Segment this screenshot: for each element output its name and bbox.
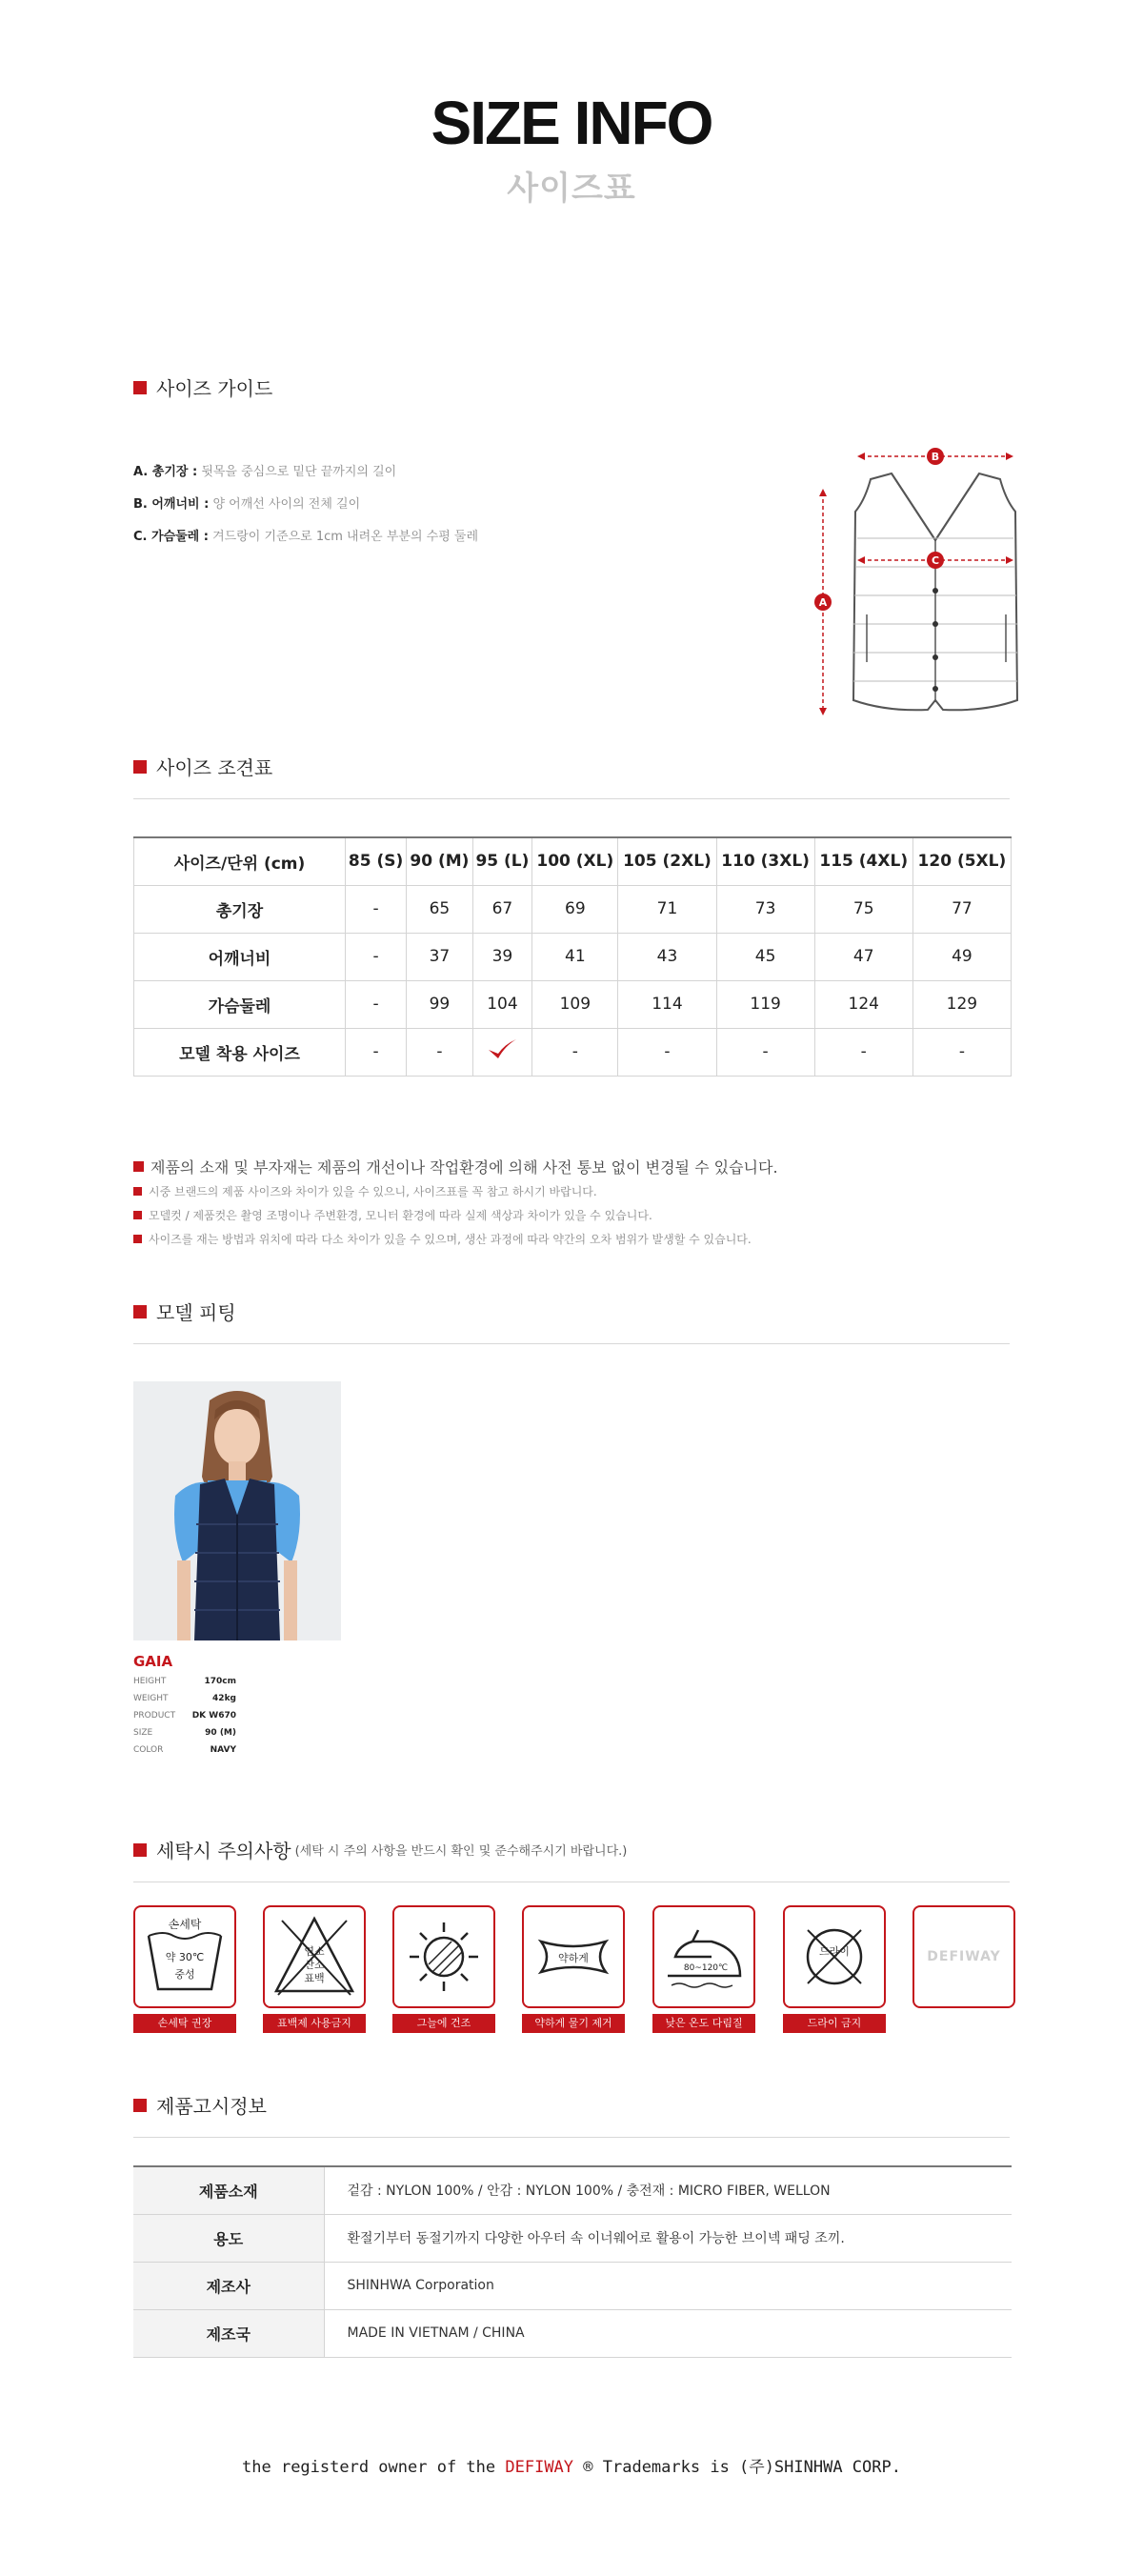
icon-text: 드라이: [819, 1945, 850, 1958]
spec-key: WEIGHT: [133, 1694, 169, 1703]
shade-dry-graphic: [394, 1907, 493, 2006]
table-cell: 119: [716, 980, 814, 1028]
brand-logo-text: DEFIWAY: [927, 1949, 1001, 1964]
spec-value: DK W670: [191, 1711, 236, 1721]
page-title: SIZE INFO: [431, 89, 712, 157]
notice-item: [133, 1179, 778, 1203]
table-cell: -: [532, 1028, 618, 1076]
table-header-cell: 105 (2XL): [618, 837, 716, 885]
table-header-cell: 100 (XL): [532, 837, 618, 885]
table-cell: 45: [716, 933, 814, 980]
model-illustration: [133, 1381, 341, 1640]
table-header-cell: 115 (4XL): [814, 837, 912, 885]
page-subtitle: 사이즈표: [507, 170, 636, 208]
table-row: [133, 2262, 1012, 2309]
table-cell: 49: [912, 933, 1011, 980]
table-cell: 114: [618, 980, 716, 1028]
table-cell: 41: [532, 933, 618, 980]
info-value: MADE IN VIETNAM / CHINA: [324, 2309, 1012, 2357]
spec-key: SIZE: [133, 1728, 153, 1738]
bullet-square: [133, 1161, 144, 1172]
spec-value: 90 (M): [205, 1728, 236, 1738]
guide-desc: 겨드랑이 기준으로 1cm 내려온 부분의 수평 둘레: [212, 530, 479, 544]
table-cell: -: [912, 1028, 1011, 1076]
notice-text: 제품의 소재 및 부자재는 제품의 개선이나 작업환경에 의해 사전 통보 없이 변경될 수 있습니다.: [150, 1157, 778, 1177]
section-title: 제품고시정보: [156, 2095, 267, 2118]
table-header-cell: 110 (3XL): [716, 837, 814, 885]
table-cell: -: [346, 885, 407, 933]
table-cell: -: [346, 933, 407, 980]
diagram-label-c: C: [931, 554, 940, 567]
table-cell: 37: [407, 933, 472, 980]
no-dry-clean-graphic: [785, 1907, 884, 2006]
model-spec-row: [133, 1728, 236, 1738]
model-spec-row: [133, 1694, 236, 1703]
guide-line-b: [133, 493, 360, 512]
section-heading-size: [133, 753, 272, 780]
divider: [133, 1343, 1010, 1344]
hand-wash-icon: [133, 1905, 236, 2008]
notice-item: [133, 1153, 778, 1179]
low-iron-icon: [652, 1905, 755, 2008]
shade-dry-icon: [392, 1905, 495, 2008]
info-label: 제조사: [133, 2262, 324, 2309]
care-label: 드라이 금지: [783, 2014, 886, 2033]
section-note: (세탁 시 주의 사항을 반드시 확인 및 준수해주시기 바랍니다.): [294, 1844, 628, 1859]
brand-logo-box: [912, 1905, 1015, 2008]
table-cell: -: [618, 1028, 716, 1076]
icon-text: 약 30℃: [165, 1951, 205, 1963]
section-title: 모델 피팅: [156, 1301, 236, 1324]
table-cell: 67: [472, 885, 532, 933]
product-info-table: [133, 2165, 1012, 2358]
notice-item: [133, 1203, 778, 1227]
guide-desc: 뒷목을 중심으로 밑단 끝까지의 길이: [201, 465, 397, 479]
row-label: 총기장: [134, 885, 346, 933]
table-cell: -: [716, 1028, 814, 1076]
guide-line-c: [133, 526, 478, 544]
table-cell: 104: [472, 980, 532, 1028]
model-photo: [133, 1381, 341, 1640]
table-header-cell: 사이즈/단위 (cm): [134, 837, 346, 885]
bullet-square: [133, 1187, 142, 1196]
spec-key: PRODUCT: [133, 1711, 176, 1721]
info-label: 제품소재: [133, 2166, 324, 2214]
spec-value: 42kg: [212, 1694, 236, 1703]
bullet-square: [133, 1843, 147, 1857]
guide-desc: 양 어깨선 사이의 전체 길이: [212, 497, 361, 512]
row-label: 가슴둘레: [134, 980, 346, 1028]
section-title: 사이즈 조견표: [156, 756, 273, 779]
bullet-square: [133, 2099, 147, 2112]
footer-brand: DEFIWAY: [505, 2458, 574, 2477]
spec-key: HEIGHT: [133, 1677, 167, 1686]
icon-text: 산소: [304, 1959, 325, 1971]
divider: [133, 2137, 1010, 2138]
model-spec-row: [133, 1745, 236, 1755]
table-header-cell: 90 (M): [407, 837, 472, 885]
info-value: SHINHWA Corporation: [324, 2262, 1012, 2309]
no-bleach-icon: [263, 1905, 366, 2008]
low-iron-graphic: [654, 1907, 753, 2006]
care-label: 그늘에 건조: [392, 2014, 495, 2033]
section-heading-guide: [133, 373, 272, 401]
guide-key: C. 가슴둘레 :: [133, 530, 209, 544]
bullet-square: [133, 1235, 142, 1243]
bullet-square: [133, 381, 147, 394]
table-cell: 71: [618, 885, 716, 933]
guide-key: A. 총기장 :: [133, 465, 198, 479]
icon-text: 80~120℃: [683, 1963, 729, 1973]
footer-trademark: [0, 2453, 1143, 2477]
table-row: [134, 1028, 1012, 1076]
checkmark-icon: [486, 1036, 518, 1063]
section-heading-model: [133, 1298, 236, 1325]
notice-list: [133, 1153, 778, 1251]
table-cell: 43: [618, 933, 716, 980]
divider: [133, 798, 1010, 799]
section-heading-product-info: [133, 2091, 267, 2119]
icon-text: 약하게: [558, 1952, 589, 1964]
footer-text: the registerd owner of the: [242, 2458, 496, 2477]
no-bleach-graphic: [265, 1907, 364, 2006]
table-header-cell: 85 (S): [346, 837, 407, 885]
icon-text: 손세탁: [168, 1918, 202, 1931]
table-cell: 109: [532, 980, 618, 1028]
table-cell: 69: [532, 885, 618, 933]
footer-text: ® Trademarks is (주)SHINHWA CORP.: [583, 2458, 901, 2477]
diagram-label-a: A: [818, 596, 828, 609]
table-row: [133, 2309, 1012, 2357]
model-name: GAIA: [133, 1653, 173, 1670]
table-cell: -: [346, 1028, 407, 1076]
table-cell: 39: [472, 933, 532, 980]
care-label: 낮은 온도 다림질: [652, 2014, 755, 2033]
diagram-label-b: B: [931, 451, 940, 463]
section-title: 세탁시 주의사항: [156, 1840, 291, 1862]
hand-wash-graphic: [135, 1907, 234, 2006]
gentle-wring-graphic: [524, 1907, 623, 2006]
table-row: [134, 885, 1012, 933]
table-cell: -: [346, 980, 407, 1028]
table-cell: 47: [814, 933, 912, 980]
spec-value: NAVY: [210, 1745, 236, 1755]
row-label: 어깨너비: [134, 933, 346, 980]
info-value: 겉감 : NYLON 100% / 안감 : NYLON 100% / 충전재 : MICRO FIBER, WELLON: [324, 2166, 1012, 2214]
table-header-cell: 120 (5XL): [912, 837, 1011, 885]
guide-line-a: [133, 461, 396, 479]
care-label: 손세탁 권장: [133, 2014, 236, 2033]
notice-item: [133, 1227, 778, 1251]
bullet-square: [133, 1305, 147, 1318]
table-cell-model-size: [472, 1028, 532, 1076]
info-label: 제조국: [133, 2309, 324, 2357]
notice-text: 모델컷 / 제품컷은 촬영 조명이나 주변환경, 모니터 환경에 따라 실제 색상과 차이가 있을 수 있습니다.: [149, 1209, 652, 1222]
table-header-cell: 95 (L): [472, 837, 532, 885]
table-cell: 77: [912, 885, 1011, 933]
bullet-square: [133, 1211, 142, 1219]
table-row: [133, 2214, 1012, 2262]
table-cell: -: [407, 1028, 472, 1076]
vest-diagram: [810, 433, 1029, 729]
table-cell: 65: [407, 885, 472, 933]
icon-text: 중성: [174, 1968, 195, 1981]
table-row: [134, 933, 1012, 980]
section-title: 사이즈 가이드: [156, 377, 273, 400]
care-label: 표백제 사용금지: [263, 2014, 366, 2033]
spec-value: 170cm: [204, 1677, 236, 1686]
table-cell: -: [814, 1028, 912, 1076]
table-header-row: [134, 837, 1012, 885]
spec-key: COLOR: [133, 1745, 164, 1755]
section-heading-care: [133, 1836, 627, 1863]
table-cell: 124: [814, 980, 912, 1028]
gentle-wring-icon: [522, 1905, 625, 2008]
info-value: 환절기부터 동절기까지 다양한 아우터 속 이너웨어로 활용이 가능한 브이넥 패딩 조끼.: [324, 2214, 1012, 2262]
model-spec-row: [133, 1711, 236, 1721]
model-spec-row: [133, 1677, 236, 1686]
table-cell: 73: [716, 885, 814, 933]
info-label: 용도: [133, 2214, 324, 2262]
brand-logo-graphic: [914, 1907, 1013, 2006]
table-cell: 129: [912, 980, 1011, 1028]
bullet-square: [133, 760, 147, 774]
notice-text: 시중 브랜드의 제품 사이즈와 차이가 있을 수 있으니, 사이즈표를 꼭 참고 하시기 바랍니다.: [149, 1185, 597, 1198]
table-cell: 75: [814, 885, 912, 933]
row-label: 모델 착용 사이즈: [134, 1028, 346, 1076]
size-table: [133, 836, 1012, 1077]
table-cell: 99: [407, 980, 472, 1028]
table-row: [133, 2166, 1012, 2214]
icon-text: 표백: [304, 1972, 325, 1984]
table-row: [134, 980, 1012, 1028]
icon-text: 염소: [304, 1945, 325, 1958]
notice-text: 사이즈를 재는 방법과 위치에 따라 다소 차이가 있을 수 있으며, 생산 과정에 따라 약간의 오차 범위가 발생할 수 있습니다.: [149, 1233, 752, 1246]
care-label: 약하게 물기 제거: [522, 2014, 625, 2033]
no-dry-clean-icon: [783, 1905, 886, 2008]
guide-key: B. 어깨너비 :: [133, 497, 210, 512]
